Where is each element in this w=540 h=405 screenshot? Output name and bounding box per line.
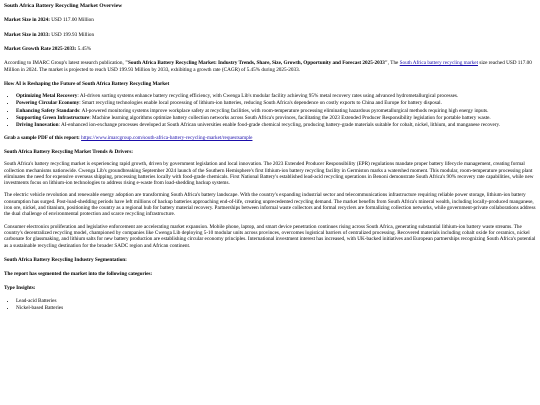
segmentation-title: South Africa Battery Recycling Industry Segmentation: (4, 256, 127, 263)
stat-value: USD 117.00 Million (51, 17, 94, 24)
stat-growth-rate (4, 46, 536, 52)
item-text: : AI-enhanced ion-exchange processes developed at South African universities enable food-grade chemical recycling, producing battery-grade materials suitable for cobalt, nickel, lithium, and manganese recovery. (58, 122, 501, 129)
trends-title: South Africa Battery Recycling Market Trends & Drivers: (4, 148, 133, 155)
stat-label: Market Size in 2033: (4, 31, 50, 38)
item-label: Powering Circular Economy (16, 100, 80, 107)
item-text: : AI-powered monitoring systems improve workplace safety at recycling facilities, with room-temperature processing eliminating hazardous pyrometallurgical methods requiring high energy inputs. (79, 107, 489, 114)
stat-market-size-2033 (4, 32, 536, 38)
item-label: Supporting Green Infrastructure (16, 115, 90, 122)
item-text: : AI-driven sorting systems enhance battery recycling efficiency, with Cwenga Lib's modular facility achieving 95% metal recovery rates using advanced hydrometallurgical processes. (77, 93, 459, 100)
trends-paragraph-2: The electric vehicle revolution and renewable energy adoption are transforming South Africa's battery landscape. With the country's expanding industrial sector and telecommunications infrastructure requiring reliable power storage, lithium-ion battery consumption has surged. Post-load-shedding periods have left millions of backup batteries approaching end-of-life, creating unprecedented recycling demand. The market benefits from South Africa's mineral wealth, including locally-produced manganese, iron ore, nickel, and titanium, positioning the country as a regional hub for battery material recovery. Partnerships between informal waste collectors and formal recyclers are formalizing collection networks, while government-private collaborations address the dual challenge of environmental protection and scarce recycling infrastructure. (4, 192, 536, 218)
item-label: Enhancing Safety Standards (16, 107, 80, 114)
list-item (16, 122, 536, 128)
type-insights-title: Type Insights: (4, 285, 36, 292)
list-item (16, 115, 536, 121)
intro-paragraph (4, 60, 536, 73)
sample-label: Grab a sample PDF of this report: (4, 134, 80, 141)
list-item (16, 100, 536, 106)
ai-section-title: How AI is Reshaping the Future of South Africa Battery Recycling Market (4, 80, 170, 87)
trends-paragraph-1: South Africa's battery recycling market is experiencing rapid growth, driven by government legislation and local innovation. The 2023 Extended Producer Responsibility (EPR) regulations mandate proper battery lifecycle management, creating formal collection mechanisms nationwide. Cwenga Lib's groundbreaking September 2024 launch of the Southern Hemisphere's first lithium-ion battery recycling facility in Germiston marks a watershed moment. This modular, room-temperature processing plant eliminates the need for expensive overseas shipping, processing batteries locally with food-grade chemicals. First National Battery's established lead-acid recycling operations in Benoni demonstrate South Africa's 90% recovery rate capabilities, while new investments focus on lithium-ion technologies to address rising e-waste from load-shedding backup systems. (4, 161, 534, 187)
market-link[interactable]: South Africa battery recycling market (399, 60, 479, 67)
stat-value: 5.45% (77, 46, 92, 52)
list-item: • Lead-acid Batteries (16, 298, 536, 304)
item-text: : Machine learning algorithms optimize battery collection networks across South Africa's provinces, facilitating the 2023 Extended Producer Responsibility legislation for portable battery waste. (89, 115, 491, 122)
list-item: • Nickel-based Batteries (16, 305, 536, 311)
sample-pdf-line (4, 135, 536, 141)
list-item (16, 93, 536, 99)
market-stats (4, 17, 536, 52)
stat-value: USD 199.93 Million (51, 31, 95, 38)
trends-paragraph-3: Consumer electronics proliferation and legislative enforcement are accelerating market expansion. Mobile phone, laptop, and smart device penetration continues rising across South Africa, generating substantial lithium-ion battery waste streams. The country's decentralized recycling model, championed by companies like Cwenga Lib deploying 5-10 modular units across provinces, overcomes logistical barriers of centralized processing. Recovered materials including cobalt oxide for ceramics, nickel carbonate for glassmaking, and lithium salts for new battery production are establishing circular economy principles. International investment interest has increased, with UK-backed initiatives and European partnerships recognizing South Africa's potential as a sustainable recycling destination for the broader SADC region and African continent. (4, 223, 536, 249)
stat-label: Market Size in 2024: (4, 17, 50, 24)
item-text: : Smart recycling technologies enable local processing of lithium-ion batteries, reducing South Africa's dependence on costly exports to China and Europe for battery disposal. (79, 100, 442, 107)
stat-market-size-2024 (4, 17, 536, 23)
list-item (16, 108, 536, 114)
item-label: Optimizing Metal Recovery (16, 93, 78, 100)
intro-text: , The (387, 60, 400, 67)
intro-text: According to IMARC Group's latest research publication, (4, 60, 126, 67)
stat-label: Market Growth Rate 2025-2033: (4, 46, 77, 52)
intro-text: size reached USD 117.00 Million in 2024. The market is projected to reach USD 199.93 Million by 2033, exhibiting a growth rate (CAGR) of 5.45% during 2025-2033. (4, 60, 532, 73)
item-label: Driving Innovation (16, 122, 59, 129)
segmentation-subtitle: The report has segmented the market into the following categories: (4, 271, 153, 278)
report-title: "South Africa Battery Recycling Market: Industry Trends, Share, Size, Growth, Opportunity and Forecast 2025-2033" (125, 60, 388, 67)
ai-section-list (4, 93, 536, 128)
sample-pdf-link[interactable]: https://www.imarcgroup.com/south-africa-battery-recycling-market/requestsample (81, 134, 253, 141)
page-title: South Africa Battery Recycling Market Overview (4, 3, 123, 9)
type-list (4, 298, 536, 312)
